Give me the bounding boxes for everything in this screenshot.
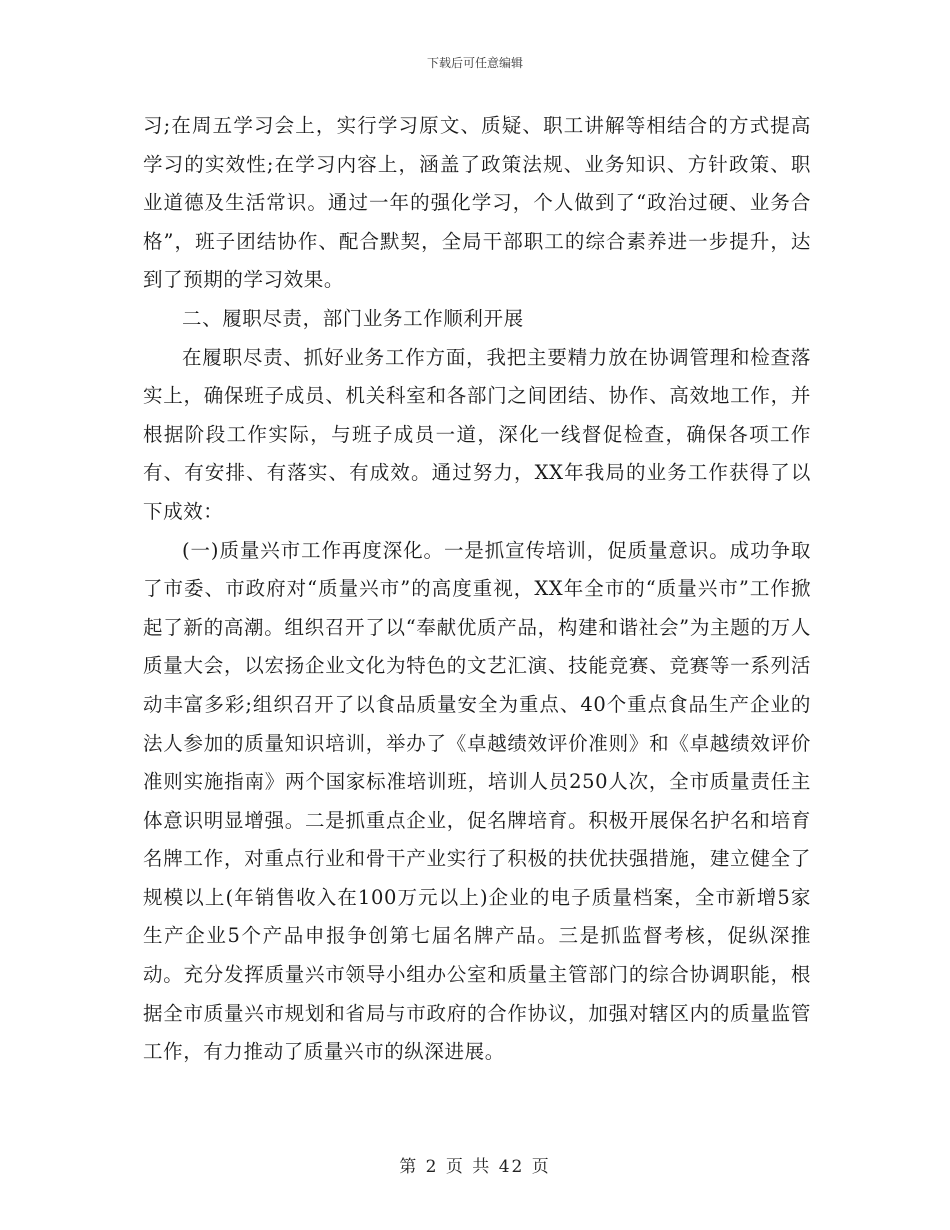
- document-body: [143, 107, 811, 1072]
- paragraph: 在履职尽责、抓好业务工作方面，我把主要精力放在协调管理和检查落实上，确保班子成员、机关科室和各部门之间团结、协作、高效地工作，并根据阶段工作实际，与班子成员一道，深化一线督促检查，确保各项工作有、有安排、有落实、有成效。通过努力，XX年我局的业务工作获得了以下成效：: [143, 345, 811, 523]
- section-heading: 二、履职尽责，部门业务工作顺利开展: [182, 306, 524, 330]
- page-number: 第 2 页 共 42 页: [399, 1157, 551, 1177]
- paragraph-continuation: 习;在周五学习会上，实行学习原文、质疑、职工讲解等相结合的方式提高学习的实效性;在学习内容上，涵盖了政策法规、业务知识、方针政策、职业道德及生活常识。通过一年的强化学习，个人做到了“政治过硬、业务合格”，班子团结协作、配合默契，全局干部职工的综合素养进一步提升，达到了预期的学习效果。: [143, 114, 811, 292]
- page-header: 下载后可任意编辑: [426, 56, 523, 70]
- paragraph: (一)质量兴市工作再度深化。一是抓宣传培训，促质量意识。成功争取了市委、市政府对“质量兴市”的高度重视，XX年全市的“质量兴市”工作掀起了新的高潮。组织召开了以“奉献优质产品，构建和谐社会”为主题的万人质量大会，以宏扬企业文化为特色的文艺汇演、技能竞赛、竞赛等一系列活动丰富多彩;组织召开了以食品质量安全为重点、40个重点食品生产企业的法人参加的质量知识培训，举办了《卓越绩效评价准则》和《卓越绩效评价准则实施指南》两个国家标准培训班，培训人员250人次，全市质量责任主体意识明显增强。二是抓重点企业，促名牌培育。积极开展保名护名和培育名牌工作，对重点行业和骨干产业实行了积极的扶优扶强措施，建立健全了规模以上(年销售收入在100万元以上)企业的电子质量档案，全市新增5家生产企业5个产品申报争创第七届名牌产品。三是抓监督考核，促纵深推动。充分发挥质量兴市领导小组办公室和质量主管部门的综合协调职能，根据全市质量兴市规划和省局与市政府的合作协议，加强对辖区内的质量监管工作，有力推动了质量兴市的纵深进展。: [143, 538, 811, 1064]
